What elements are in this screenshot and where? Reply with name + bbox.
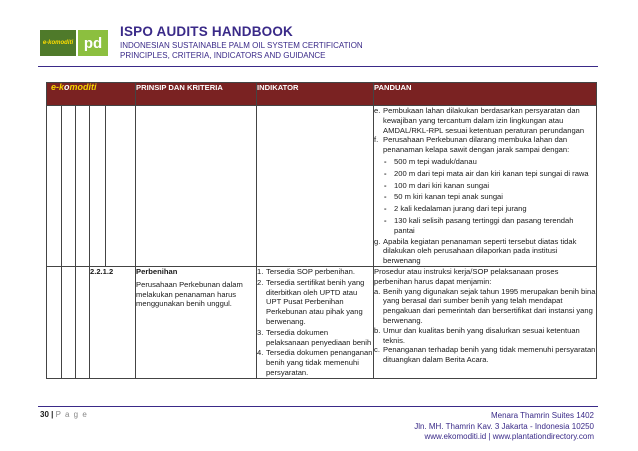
dash-marker: - xyxy=(384,156,387,166)
list-text: Apabila kegiatan penanaman seperti tersebut diatas tidak dilakukan oleh perusahaan dilaporkan pada institusi berwenang xyxy=(383,236,577,266)
list-text: Penanganan terhadap benih yang tidak memenuhi persyaratan dituangkan dalam Berita Acara. xyxy=(383,345,596,365)
header-rule xyxy=(38,66,598,67)
dash-marker: - xyxy=(384,215,387,225)
list-marker: g. xyxy=(374,236,381,246)
list-text: Pembukaan lahan dilakukan berdasarkan persyaratan dan kewajiban yang tercantum dalam izin lingkungan atau AMDAL/RKL-RPL sesuai ketentuan peraturan perundangan xyxy=(383,106,585,135)
criterion-title: Perbenihan xyxy=(136,266,178,276)
page-number-value: 30 xyxy=(40,410,49,419)
principle-cell xyxy=(136,266,257,378)
logo-part: o xyxy=(64,82,70,92)
dash-item xyxy=(374,181,596,191)
dash-item xyxy=(374,169,596,179)
address-line: Jln. MH. Thamrin Kav. 3 Jakarta - Indonesia 10250 xyxy=(414,421,594,431)
list-item xyxy=(374,237,596,266)
list-item xyxy=(374,345,596,365)
footer-address xyxy=(414,411,594,443)
address-line: www.ekomoditi.id | www.plantationdirectory.com xyxy=(424,432,594,441)
dash-marker: - xyxy=(384,168,387,178)
list-item xyxy=(374,287,596,326)
list-text: 200 m dari tepi mata air dan kiri kanan tepi sungai di rawa xyxy=(394,168,589,178)
dash-marker: - xyxy=(384,180,387,190)
column-header-principle: PRINSIP DAN KRITERIA xyxy=(136,83,257,106)
dash-item xyxy=(374,192,596,202)
header-logo-cell xyxy=(47,83,136,106)
footer-rule xyxy=(38,406,598,407)
column-header-indicator: INDIKATOR xyxy=(257,83,374,106)
list-marker: 3. xyxy=(257,327,264,337)
table-row xyxy=(47,266,597,378)
logo-part: e-k xyxy=(51,82,65,92)
page-label: P a g e xyxy=(55,410,88,419)
logo-part: moditi xyxy=(69,82,97,92)
criteria-table xyxy=(46,82,597,379)
dash-item xyxy=(374,204,596,214)
list-text: Perusahaan Perkebunan dilarang membuka lahan dan penanaman kelapa sawit dengan jarak sampai dengan: xyxy=(383,135,570,155)
indicator-item xyxy=(257,267,373,277)
criterion-description: Perusahaan Perkebunan dalam melakukan penanaman harus menggunakan benih unggul. xyxy=(136,279,243,309)
list-item xyxy=(374,135,596,155)
address-line: Menara Thamrin Suites 1402 xyxy=(490,411,594,420)
list-text: Tersedia SOP perbenihan. xyxy=(266,266,355,276)
logo-text: e-komoditi xyxy=(42,40,74,46)
dash-item xyxy=(374,157,596,167)
page-number xyxy=(40,410,88,419)
guidance-cell xyxy=(374,266,597,378)
list-text: Benih yang digunakan sejak tahun 1995 merupakan benih bina yang berasal dari sumber benih yang telah mendapat pengakuan dari pemerintah dan bersertifikat dari instansi yang berwenang. xyxy=(383,286,596,325)
guidance-intro: Prosedur atau instruksi kerja/SOP pelaksanaan proses perbenihan harus dapat menjamin: xyxy=(374,266,559,286)
page-separator: | xyxy=(48,410,56,419)
subtitle: INDONESIAN SUSTAINABLE PALM OIL SYSTEM CERTIFICATION xyxy=(120,41,363,50)
list-text: 500 m tepi waduk/danau xyxy=(394,156,477,166)
dash-item xyxy=(374,216,596,236)
list-text: 100 m dari kiri kanan sungai xyxy=(394,180,490,190)
page-header xyxy=(0,0,638,70)
list-marker: 1. xyxy=(257,266,264,276)
page-title: ISPO AUDITS HANDBOOK xyxy=(120,24,294,39)
list-text: Tersedia dokumen penanganan benih yang tidak memenuhi persyaratan. xyxy=(266,348,373,377)
criterion-code: 2.2.1.2 xyxy=(90,266,136,378)
list-marker: c. xyxy=(374,345,380,355)
logo-text: pd xyxy=(83,34,103,52)
list-item xyxy=(374,326,596,346)
list-text: Tersedia sertifikat benih yang diterbitkan oleh UPTD atau UPT Pusat Perbenihan Perkebunan atau pihak yang berwenang. xyxy=(266,277,365,326)
indicator-cell xyxy=(257,266,374,378)
ekomoditi-logo xyxy=(40,30,76,56)
column-header-guidance: PANDUAN xyxy=(374,83,597,106)
list-marker: e. xyxy=(374,106,381,115)
dash-marker: - xyxy=(384,192,387,202)
list-text: Umur dan kualitas benih yang disalurkan sesuai ketentuan teknis. xyxy=(383,325,580,345)
list-marker: b. xyxy=(374,325,381,335)
dash-marker: - xyxy=(384,204,387,214)
list-marker: f. xyxy=(374,135,379,145)
indicator-item xyxy=(257,278,373,327)
table-row xyxy=(47,106,597,267)
list-text: 130 kali selisih pasang tertinggi dan pasang terendah pantai xyxy=(394,215,574,235)
guidance-cell xyxy=(374,106,597,267)
list-text: 2 kali kedalaman jurang dari tepi jurang xyxy=(394,204,527,214)
ekomoditi-header-logo xyxy=(47,82,97,92)
table-header-row xyxy=(47,83,597,106)
pd-logo xyxy=(78,30,108,56)
list-text: 50 m kiri kanan tepi anak sungai xyxy=(394,192,503,202)
indicator-item xyxy=(257,348,373,377)
list-text: Tersedia dokumen pelaksanaan penyediaan benih xyxy=(266,327,372,347)
list-marker: 4. xyxy=(257,348,264,358)
indicator-item xyxy=(257,328,373,348)
list-marker: a. xyxy=(374,286,381,296)
list-marker: 2. xyxy=(257,277,264,287)
subtitle: PRINCIPLES, CRITERIA, INDICATORS AND GUIDANCE xyxy=(120,51,326,60)
list-item xyxy=(374,106,596,135)
